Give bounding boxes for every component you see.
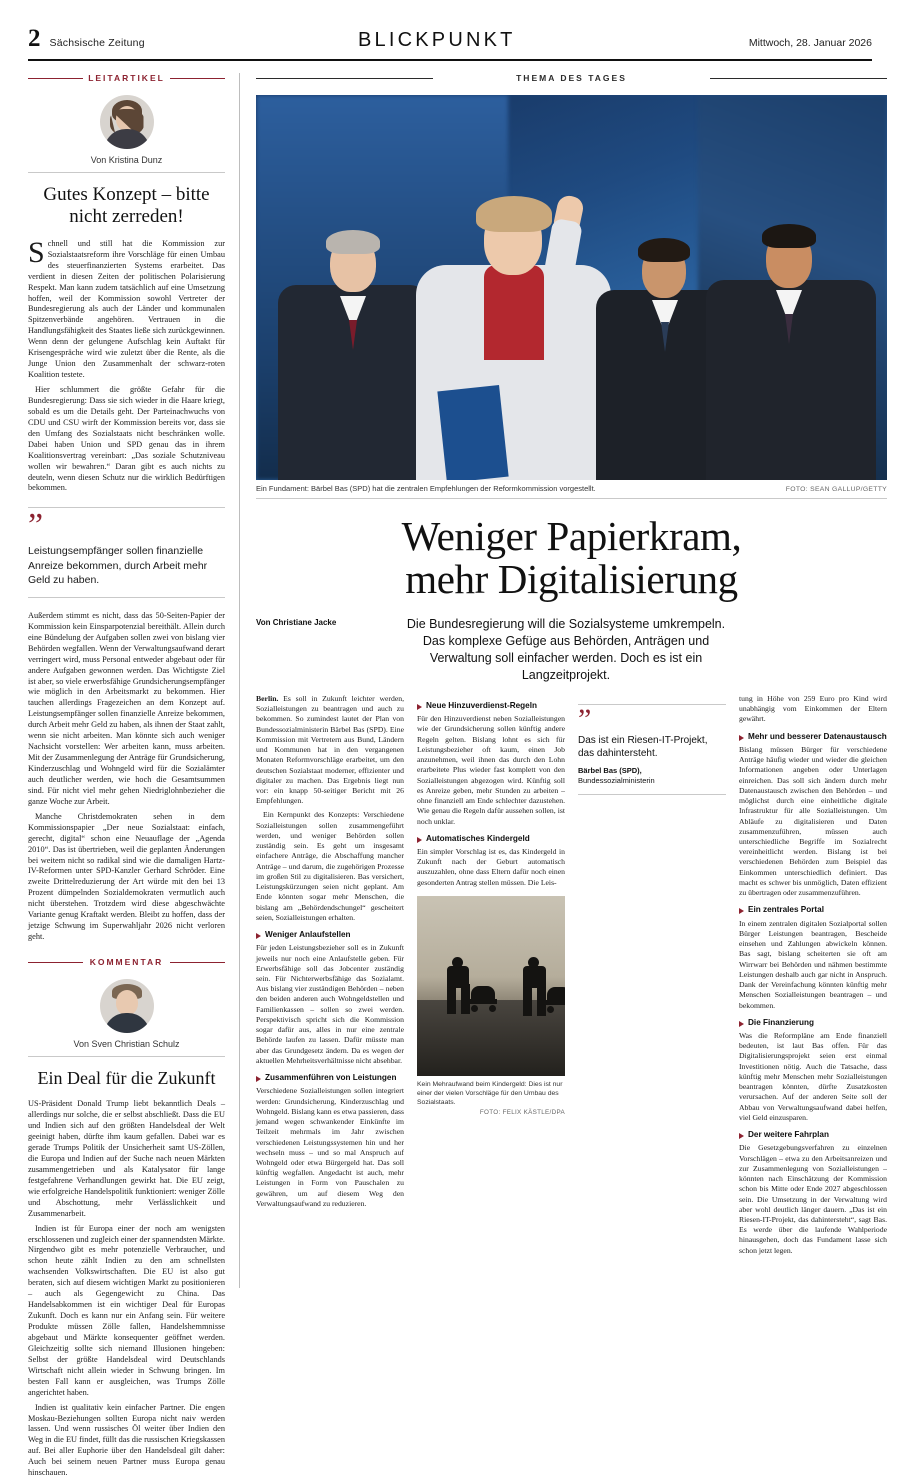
- masthead-left: [28, 26, 145, 51]
- article-columns: [256, 694, 887, 1260]
- main-headline: [256, 515, 887, 602]
- lead-photo-credit: FOTO: SEAN GALLUP/GETTY: [785, 486, 887, 493]
- paragraph: Verschiedene Sozialleistungen sollen integriert werden: Grundsicherung, Kinderzuschlag und Wohngeld. Bislang kann es etwa passieren, dass jemand wegen schwankender Einkünfte im Teilzeit mehrmals im Jahr zwischen verschiedenen Leistungssystemen hin und her wechseln muss – und so mal Anspruch auf Wohngeld oder etwa Bürgergeld hat. Das soll künftig wegfallen. Angedacht ist auch, mehr Leistungen in Form von Pauschalen zu gewähren, um auf diesem Weg den Verwaltungsaufwand zu reduzieren.: [256, 1086, 404, 1208]
- paragraph: [256, 694, 404, 807]
- secondary-photo-credit: FOTO: FELIX KÄSTLE/DPA: [479, 1109, 565, 1117]
- page-content: [28, 73, 887, 1478]
- avatar: [100, 95, 154, 149]
- photo-silhouette-left: [439, 958, 499, 1014]
- quote-mark-icon: ”: [578, 702, 592, 736]
- main-byline: Von Christiane Jacke: [256, 617, 337, 627]
- paragraph: tung in Höhe von 259 Euro pro Kind wird unabhängig vom Einkommen der Eltern gewährt.: [739, 693, 887, 724]
- secondary-photo-caption: Kein Mehraufwand beim Kindergeld: Dies ist nur einer der vielen Vorschläge für den Umbau des Sozialstaats.: [417, 1080, 563, 1107]
- photo-silhouette-right: [513, 958, 565, 1016]
- paragraph: Bislang müssen Bürger für verschiedene Anträge häufig wieder und wieder die gleichen Informationen angeben oder Unterlagen einreichen. Das soll sich ändern durch mehr Datenaustausch zwischen den Behörden – und möglichst durch eine einheitliche digitale Infrastruktur für alle Sozialleistungen. Um Abläufe zu digitalisieren und Daten zusammenzuführen, müssen auch unterschiedliche Begriffe im Sozialrecht vereinheitlicht werden. Bislang ist bei verschiedenen Behörden zum Beispiel das Einkommen unterschiedlich definiert. Das macht es schwer bis unmöglich, Daten effizient zu übertragen oder zusammenzuführen.: [739, 744, 887, 898]
- headline-leitartikel: Gutes Konzept – bitte nicht zerreden!: [43, 184, 210, 228]
- subheading: Weniger Anlaufstellen: [256, 930, 404, 940]
- kicker-leitartikel: LEITARTIKEL: [28, 73, 225, 83]
- kicker-thema-des-tages: THEMA DES TAGES: [256, 73, 887, 83]
- lead-photo: [256, 95, 887, 480]
- lead-photo-caption-row: [256, 480, 887, 499]
- photo-figure-center: [406, 150, 616, 480]
- byline-schulz: Von Sven Christian Schulz: [28, 1039, 225, 1057]
- subheading: Ein zentrales Portal: [739, 905, 887, 915]
- article-column-4: [739, 694, 887, 1260]
- avatar: [100, 979, 154, 1033]
- pullquote-attr-role: Bundessozialministerin: [578, 776, 655, 786]
- pullquote-bas: [578, 704, 726, 795]
- paragraph: Schnell und still hat die Kommission zur Sozialstaatsreform ihre Vorschläge für einen Umbau des steuerfinanzierten Systems erarbeitet. Das verdient in diesen Zeiten der politischen Polarisierung Respekt. Man kann zudem tatsächlich auf eine Umsetzung hoffen, weil der Kommission sowohl Vertreter der Bundesregierung als auch der Länder und kommunalen Spitzenverbände angehören. Vertrauen in die Handlungsfähigkeit des Staates ließe sich zurückgewinnen. Wenn denn der gelungene Aufschlag kein Auftakt für Krisengespräche wird wie zuletzt über die Rente, als die Junge Union den Zusammenhalt der schwarz-roten Koalition testete.: [28, 235, 225, 380]
- pullquote-text: Das ist ein Riesen-IT-Projekt, das dahintersteht.: [578, 734, 708, 760]
- paragraph: US-Präsident Donald Trump liebt bekanntlich Deals – allerdings nur solche, die er selbst abschließt. Dass die EU und Indien sich auf den größten Handelsdeal der Welt geeinigt haben, dürfte ihm kaum gefallen. Dabei war es gerade Trumps Politik der Unsicherheit samt US-Zöllen, die Europa und Indien auf der Suche nach neuen Märkten zusammengetrieben und als Katalysator für lange festgefahrene Verhandlungen gewirkt hat. Die EU zeigt, wie erfolgreiche Handelspolitik funktioniert: weniger Zölle und Abschottung, mehr Verlässlichkeit und Zusammenarbeit.: [28, 1099, 225, 1218]
- section-title: BLICKPUNKT: [357, 29, 516, 51]
- issue-date: Mittwoch, 28. Januar 2026: [748, 37, 872, 49]
- paragraph: Ein Kernpunkt des Konzepts: Verschiedene Sozialleistungen sollen zusammengeführt werden, und weniger Behörden sollen zuständig sein. Es geht um insgesamt einfachere Anträge, die Abschaffung mancher Anträge – und darum, die zugehörigen Prozesse im großen Stil zu digitalisieren. Bas versichert, Leistungskürzungen seien nicht geplant. Am Ende könnten sogar mehr Menschen, die bislang am „Behördendschungel“ gescheitert seien, Sozialleistungen erhalten.: [256, 810, 404, 922]
- pullquote-attr-name: Bärbel Bas (SPD),: [578, 766, 642, 776]
- paragraph: Indien ist für Europa einer der noch am wenigsten erschlossenen und zugleich einer der spannendsten Märkte. Nirgendwo gibt es mehr potenzielle Verbraucher, und schon heute zählt Indien zu den am schnellsten wachsenden Volkswirtschaften. Die EU ist also gut beraten, sich auf diesem wichtigen Markt zu positionieren – auch als Gegengewicht zu China. Das Handelsabkommen ist ein wichtiger Deal für Europas Zukunft. Doch es kann nur ein Anfang sein. Für weitere Produkte müssen Zölle fallen, Handelshemmnisse abgebaut und Märkte konsequenter geöffnet werden. Gleichzeitig sollte sich niemand Illusionen hingeben: Selbst der größte Handelsdeal wird Deutschlands Wirtschaft nicht allein wieder in Schwung bringen. Im besten Fall kann er ausgleichen, was Trumps Zölle angerichtet haben.: [28, 1223, 225, 1397]
- quote-mark-icon: ”: [28, 507, 44, 545]
- page-number: 2: [28, 25, 41, 52]
- subheading: Mehr und besserer Datenaustausch: [739, 732, 887, 742]
- masthead: [28, 26, 872, 61]
- paragraph: Hier schlummert die größte Gefahr für die Bundesregierung: Dass sie sich wieder in die Haare kriegt, sobald es um die Details geht. Der Parteinachwuchs von CDU und CSU wirft der Kommission bereits vor, dass sie den Umfang des Sozialstaats nicht beschränken wolle. Dabei haben Union und SPD genau das in ihrem Koalitionsvertrag vereinbart: „Das soziale Schutzniveau wollen wir bewahren.“ Daran gibt es auch nichts zu deuteln, wenn diesen Schutz nur die wirklich Bedürftigen bekommen.: [28, 385, 225, 493]
- main-headline-line-2: mehr Digitalisierung: [405, 556, 738, 603]
- article-column-1: [256, 694, 404, 1260]
- paragraph: Ein simpler Vorschlag ist es, das Kindergeld in Zukunft nach der Geburt automatisch auszuzahlen, ohne dass Eltern dafür noch einen gesonderten Antrag stellen müssen. Die Leis-: [417, 846, 565, 887]
- author-block-schulz: [28, 979, 225, 1057]
- pullquote-leitartikel: [28, 507, 225, 598]
- lead-text: Es soll in Zukunft leichter werden, Sozialleistungen zu beantragen und auch zu bekommen. So zumindest lautet der Plan von Bundessozialministerin Bärbel Bas (SPD). Eine Kommission mit Vertretern aus Bund, Ländern und Kommunen hat in den vergangenen Monaten Reformvorschläge erarbeitet, um den deutschen Sozialstaat moderner, effizienter und digitaler zu machen. Das Ergebnis liegt nun vor: ein knapp 50-seitiger Bericht mit 26 Empfehlungen.: [256, 693, 404, 806]
- paragraph: In einem zentralen digitalen Sozialportal sollen Bürger Leistungen beantragen, Bescheide einsehen und Zahlungen abwickeln können. Bas sagt, bislang scheiterten sie oft am Wirrwarr bei Behörden und nähmen bestimmte Leistungen deshalb auch gar nicht in Anspruch. Dank der Vereinfachung könnten künftig mehr Menschen Sozialleistungen beantragen – und bekommen.: [739, 918, 887, 1010]
- subheading: Neue Hinzuverdienst-Regeln: [417, 701, 565, 711]
- subheading: Automatisches Kindergeld: [417, 834, 565, 844]
- pullquote-text: Leistungsempfänger sollen finanzielle Anreize bekommen, durch Arbeit mehr Geld zu haben.: [28, 545, 208, 586]
- paragraph: Die Gesetzgebungsverfahren zu einzelnen Vorschlägen – etwa zu den Arbeitsanreizen und zur Zusammenlegung von Sozialleistungen – könnten nach Einschätzung der Kommission schon bis Mitte oder Ende 2027 abgeschlossen sein. Die Umsetzung in der Verwaltung wird aber wohl deutlich länger dauern. „Das ist ein Riesen-IT-Projekt, das dahintersteht“, sagt Bas. Es werde über die laufende Wahlperiode hinausgehen, doch das Fundament lasse sich schon jetzt legen.: [739, 1143, 887, 1255]
- left-column: [28, 73, 240, 1478]
- secondary-photo: [417, 896, 565, 1076]
- subheading: Der weitere Fahrplan: [739, 1130, 887, 1140]
- kicker-kommentar: KOMMENTAR: [28, 957, 225, 967]
- byline-dunz: Von Kristina Dunz: [28, 155, 225, 173]
- leitartikel-body: [28, 235, 225, 495]
- photo-figure-right-2: [706, 180, 876, 480]
- paper-name: Sächsische Zeitung: [49, 37, 145, 49]
- dateline: Berlin.: [256, 693, 279, 703]
- paragraph: Manche Christdemokraten sehen in dem Kommissionspapier „Der neue Sozialstaat: einfach, gerecht, digital“ schon eine Neuauflage der „Agenda 2010“. Das ist übertrieben, weil die geplanten Änderungen bei weitem nicht so radikal sind wie die damaligen Hartz-IV-Reformen unter SPD-Kanzler Gerhard Schröder. Eine zweite Drittelreduzierung der Art würde mit den bei 13 Prozent dümpelnden Sozialdemokraten vermutlich auch nicht überstehen. Trotzdem wird diese abgeschwächte Variante genug Kraftakt werden. Bleibt zu hoffen, dass der jetzige Schwung im Superwahljahr 2026 nicht verloren geht.: [28, 811, 225, 942]
- paragraph: Für jeden Leistungsbezieher soll es in Zukunft jeweils nur noch eine Anlaufstelle geben. Für Erwerbsfähige soll das Jobcenter zuständig sein. Für Nichterwerbsfähige das Sozialamt. Aus bislang vier zuständigen Behörden – neben den beiden anderen auch Wohngeldstellen und Familienkassen – sollen so zwei werden. Perspektivisch spricht sich die Kommission sogar dafür aus, alles in nur eine zentrale Behörde laufen zu lassen. Dafür müsste man aber das Grundgesetz ändern. Da es wegen der aktuellen Mehrheitsverhältnisse nicht absehbar.: [256, 943, 404, 1065]
- kommentar-body: [28, 1099, 225, 1479]
- main-headline-line-1: Weniger Papierkram,: [401, 513, 742, 559]
- lead-photo-caption: Ein Fundament: Bärbel Bas (SPD) hat die zentralen Empfehlungen der Reformkommission vorgestellt.: [256, 484, 596, 493]
- paragraph: Was die Reformpläne am Ende finanziell bedeuten, ist laut Bas offen. Für das Digitalisierungsprojekt seien erst einmal Investitionen nötig. Auch die Tatsache, dass künftig mehr Menschen mehr Sozialleistungen beantragen könnten, dürfte Zusatzkosten verursachen. Auf der anderen Seite soll der Abbau von Verwaltungsaufwand dabei helfen, viel Geld einzusparen.: [739, 1030, 887, 1122]
- subheading: Zusammenführen von Leistungen: [256, 1073, 404, 1083]
- subheading: Die Finanzierung: [739, 1018, 887, 1028]
- paragraph: Für den Hinzuverdienst neben Sozialleistungen wie der Grundsicherung sollen künftig andere Regeln gelten. Bislang lohnt es sich für Leistungsbezieher oft kaum, einen Job anzunehmen, weil ihnen das durch den Lohn erarbeitete Plus wieder fast komplett von den Sozialleistungen abgezogen wird. Künftig soll es Anreize geben, mehr Stunden zu arbeiten – ohne finanziell am Ende schlechter dazustehen. Wie genau die Regeln dafür aussehen sollen, ist noch unklar.: [417, 714, 565, 826]
- subhead-row: [256, 616, 887, 684]
- article-column-3: [578, 694, 726, 1260]
- headline-kommentar: Ein Deal für die Zukunft: [37, 1068, 216, 1089]
- author-block-dunz: [28, 95, 225, 173]
- main-subhead: Die Bundesregierung will die Sozialsysteme umkrempeln. Das komplexe Gefüge aus Behörden, Anträgen und Verwaltung soll einfacher werden. Doch es ist ein Langzeitprojekt.: [406, 616, 726, 682]
- paragraph: Indien ist qualitativ kein einfacher Partner. Die engen Moskau-Beziehungen sollten Europa nicht naiv werden lassen. Und wenn russisches Öl weiter über Indien den Weg in die EU findet, füllt das die russischen Kriegskassen auf. Bei aller Euphorie über den Handelsdeal gilt daher: Auch bei seinem neuen Partner muss Europa genau hinschauen.: [28, 1402, 225, 1478]
- leitartikel-body-2: [28, 611, 225, 943]
- article-column-2: [417, 694, 565, 1260]
- right-column: [240, 73, 887, 1288]
- secondary-photo-caption-block: [417, 1080, 565, 1118]
- pullquote-attribution: [578, 766, 726, 786]
- paragraph: Außerdem stimmt es nicht, dass das 50-Seiten-Papier der Kommission kein Einsparpotenzial bereithält. Allein durch eine Bündelung der Aufgaben sollen zwei von bislang vier Behörden wegfallen. Wenn der Verwaltungsaufwand derart verringert wird, muss Personal entweder abgebaut oder für andere Aufgaben gewonnen werden. Das Wichtigste Ziel ist aber, so viele erwerbsfähige Grundsicherungsempfänger wie möglich in den Arbeitsmarkt zu bekommen. Hier tauchen allerdings Fragezeichen an dem Konzept auf. Leistungsempfänger sollen finanzielle Anreize bekommen, durch Arbeit mehr Geld zu haben, als ihnen der Staat zahlt, wenn sie nicht arbeiten. Man könnte sich auch weniger Nachsicht vorstellen: Wer arbeiten kann, muss arbeiten. Mit der Zusammenlegung der Anträge für Grundsicherung, Kinderzuschlag und Wohngeld wird für die Sozialämter auch deutlicher werden, wie hoch die Gesamtsummen sind. Für nicht viel mehr gehen Niedriglohnbezieher die ganze Woche zur Arbeit.: [28, 610, 225, 806]
